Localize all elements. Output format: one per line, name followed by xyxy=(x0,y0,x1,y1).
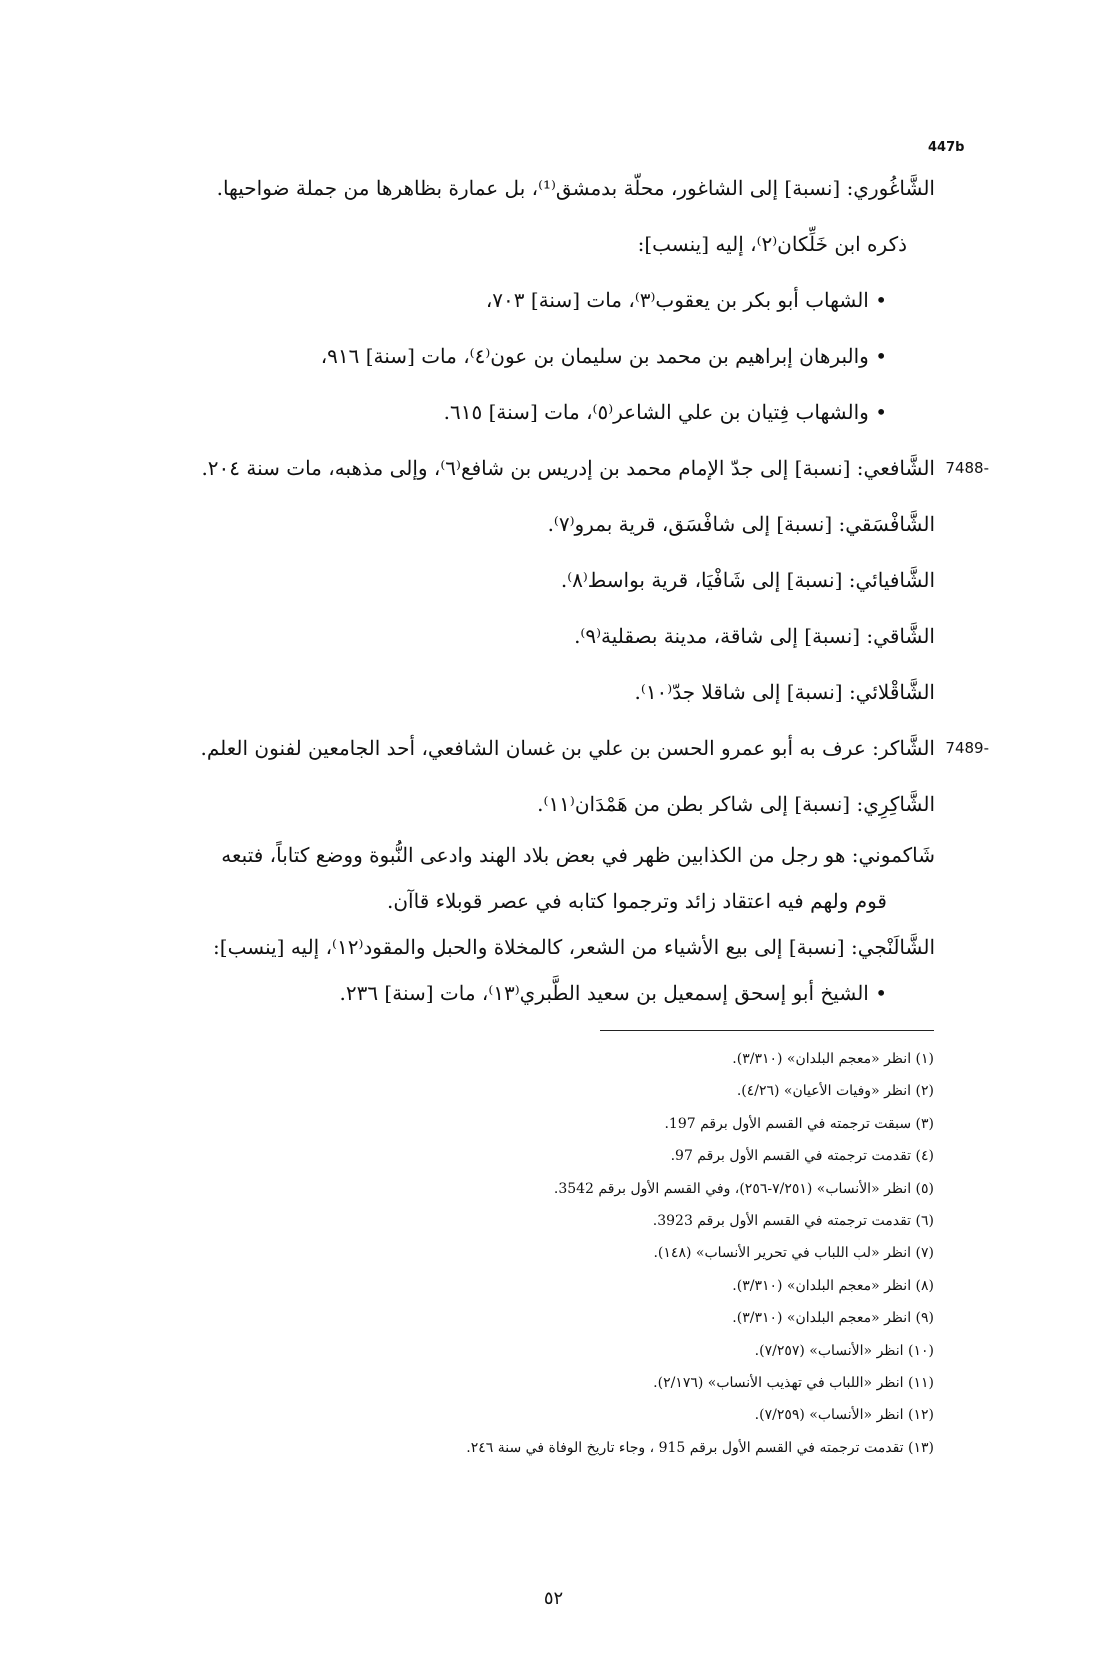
footnote: (٥) انظر «الأنساب» (٧/٢٥١-٢٥٦)، وفي القسم الأول برقم 3542. xyxy=(553,1180,934,1197)
entry-shakiri: الشَّاكِرِي: [نسبة] إلى شاكر بطن من هَمْدَان⁽١١⁾. xyxy=(537,792,935,816)
entry-shafiyai: الشَّافيائي: [نسبة] إلى شَافْيَا، قرية بواسط⁽٨⁾. xyxy=(560,568,935,592)
entry-shaqi: الشَّاقي: [نسبة] إلى شاقة، مدينة بصقلية⁽٩⁾. xyxy=(574,624,935,648)
entry-shaqlai: الشَّاقْلائي: [نسبة] إلى شاقلا جدّ⁽١٠⁾. xyxy=(634,680,935,704)
footnote: (٦) تقدمت ترجمته في القسم الأول برقم 3923. xyxy=(652,1212,934,1229)
entry-shaghuri: الشَّاغُوري: [نسبة] إلى الشاغور، محلّة بدمشق⁽¹⁾، بل عمارة بظاهرها من جملة ضواحيها. xyxy=(216,176,935,200)
bullet-item: • والبرهان إبراهيم بن محمد بن سليمان بن عون⁽٤⁾، مات [سنة] ٩١٦، xyxy=(320,344,887,368)
entry-line: ذكره ابن خَلِّكان⁽٢⁾، إليه [ينسب]: xyxy=(637,232,907,256)
bullet-item: • والشهاب فِتيان بن علي الشاعر⁽٥⁾، مات [سنة] ٦١٥. xyxy=(443,400,887,424)
entry-shafsaqi: الشَّافْسَقي: [نسبة] إلى شافْسَق، قرية بمرو⁽٧⁾. xyxy=(547,512,935,536)
bullet-item: • الشهاب أبو بكر بن يعقوب⁽٣⁾، مات [سنة] ٧٠٣، xyxy=(485,288,887,312)
entry-shalanji: الشَّالَنْجي: [نسبة] إلى بيع الأشياء من الشعر، كالمخلاة والحبل والمقود⁽١٢⁾، إليه [ينسب]: xyxy=(213,935,935,959)
entry-number: 7488- xyxy=(945,459,989,477)
footnote: (١) انظر «معجم البلدان» (٣/٣١٠). xyxy=(732,1051,934,1067)
entry-text: الشَّاكر: عرف به أبو عمرو الحسن بن علي بن غسان الشافعي، أحد الجامعين لفنون العلم. xyxy=(200,736,935,760)
entry-shakmuni: شَاكموني: هو رجل من الكذابين ظهر في بعض بلاد الهند وادعى النُّبوة ووضع كتاباً، فتبعه xyxy=(221,843,935,867)
entry-continuation: قوم ولهم فيه اعتقاد زائد وترجموا كتابه في عصر قوبلاء قاآن. xyxy=(387,889,887,913)
footnote: (٤) تقدمت ترجمته في القسم الأول برقم 97. xyxy=(670,1148,934,1165)
page-number: ٥٢ xyxy=(543,1588,564,1609)
footnote: (٧) انظر «لب اللباب في تحرير الأنساب» (١٤٨). xyxy=(653,1245,934,1262)
entry-shafii xyxy=(120,440,989,496)
bullet-item: • الشيخ أبو إسحق إسمعيل بن سعيد الطَّبري⁽١٣⁾، مات [سنة] ٢٣٦. xyxy=(339,981,887,1005)
footnote: (١١) انظر «اللباب في تهذيب الأنساب» (٢/١٧٦). xyxy=(653,1374,934,1391)
page-marker: 447b xyxy=(928,140,965,155)
footnote: (٩) انظر «معجم البلدان» (٣/٣١٠). xyxy=(732,1310,934,1327)
footnote-separator xyxy=(600,1030,934,1031)
footnote: (٣) سبقت ترجمته في القسم الأول برقم 197. xyxy=(664,1115,934,1132)
entry-number: 7489- xyxy=(945,739,989,757)
entry-text: الشَّافعي: [نسبة] إلى جدّ الإمام محمد بن إدريس بن شافع⁽٦⁾، وإلى مذهبه، مات سنة ٢٠٤. xyxy=(201,456,935,480)
footnote: (٢) انظر «وفيات الأعيان» (٤/٢٦). xyxy=(736,1083,934,1100)
footnote: (١٣) تقدمت ترجمته في القسم الأول برقم 915 ، وجاء تاريخ الوفاة في سنة ٢٤٦. xyxy=(466,1439,934,1456)
footnotes xyxy=(300,1043,934,1464)
main-text xyxy=(120,160,989,1016)
entry-shakir xyxy=(120,720,989,776)
footnote: (١٢) انظر «الأنساب» (٧/٢٥٩). xyxy=(754,1407,934,1424)
footnote: (١٠) انظر «الأنساب» (٧/٢٥٧). xyxy=(754,1342,934,1359)
footnote: (٨) انظر «معجم البلدان» (٣/٣١٠). xyxy=(732,1277,934,1294)
